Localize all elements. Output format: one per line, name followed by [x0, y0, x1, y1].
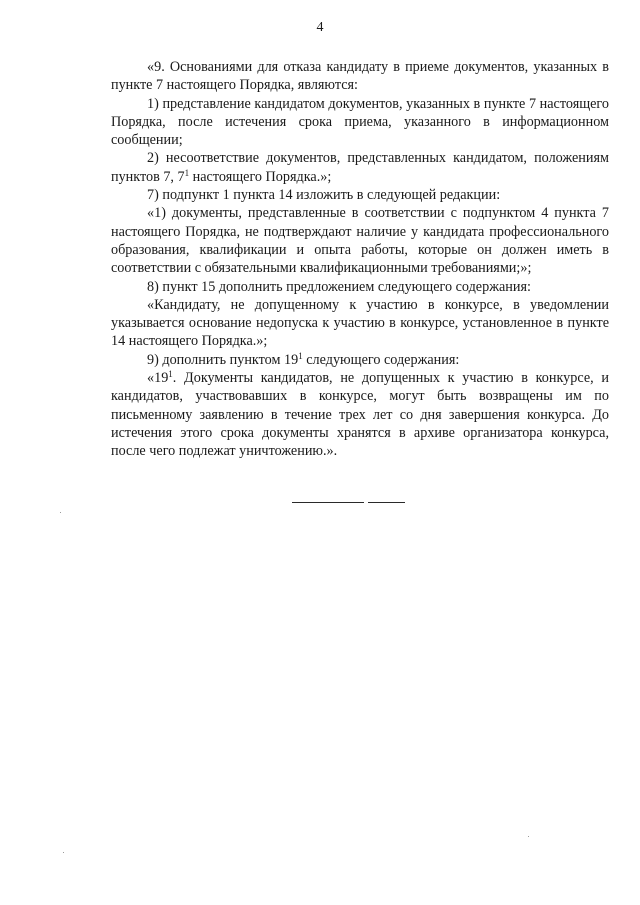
- paragraph: [111, 369, 609, 460]
- paragraph-text: настоящего Порядка.»;: [189, 168, 332, 185]
- paragraph: [111, 95, 609, 150]
- paragraph: [111, 351, 609, 369]
- superscript: 1: [168, 369, 173, 380]
- paragraph-text: «Кандидату, не допущенному к участию в конкурсе, в уведомлении указывается основание недопуска к участию в конкурсе, установленное в пункте 14 настоящего Порядка.»;: [111, 296, 609, 350]
- page-number: 4: [316, 20, 324, 35]
- paragraph: [111, 58, 609, 95]
- document-body: [111, 58, 609, 461]
- paragraph-text: «19: [147, 370, 169, 387]
- scan-speck: [63, 852, 64, 853]
- paragraph-text: следующего содержания:: [302, 351, 460, 368]
- paragraph: [111, 296, 609, 351]
- superscript: 1: [184, 167, 190, 178]
- paragraph-text: 8) пункт 15 дополнить предложением следующего содержания:: [147, 278, 531, 295]
- paragraph: [111, 186, 609, 204]
- paragraph-text: 7) подпункт 1 пункта 14 изложить в следующей редакции:: [147, 187, 501, 204]
- paragraph-text: 1) представление кандидатом документов, указанных в пункте 7 настоящего Порядка, после истечения срока приема, указанного в информационном сообщении;: [111, 95, 609, 149]
- paragraph-text: 2) несоответствие документов, представленных кандидатом, положениям пунктов 7, 7: [111, 150, 609, 185]
- superscript: 1: [298, 350, 303, 361]
- paragraph: [111, 149, 609, 186]
- paragraph: [111, 278, 609, 296]
- scan-speck: [60, 512, 61, 513]
- paragraph-text: «1) документы, представленные в соответствии с подпунктом 4 пункта 7 настоящего Порядка, не подтверждают наличие у кандидата профессионального образования, квалификации и опыта работы, которые он должен иметь в соответствии с обязательными квалификационными требованиями;»;: [111, 205, 609, 277]
- paragraph-text: 9) дополнить пунктом 19: [147, 351, 299, 368]
- scan-speck: [528, 836, 529, 837]
- end-separator-line: [368, 502, 405, 503]
- paragraph-text: «9. Основаниями для отказа кандидату в приеме документов, указанных в пункте 7 настоящего Порядка, являются:: [111, 59, 609, 94]
- paragraph-text: . Документы кандидатов, не допущенных к участию в конкурсе, и кандидатов, участвовавших в конкурсе, могут быть возвращены им по письменному заявлению в течение трех лет со дня завершения конкурса. До истечения этого срока документы хранятся в архиве организатора конкурса, после чего подлежат уничтожению.».: [111, 370, 609, 460]
- end-separator-line: [292, 502, 364, 503]
- paragraph: [111, 204, 609, 277]
